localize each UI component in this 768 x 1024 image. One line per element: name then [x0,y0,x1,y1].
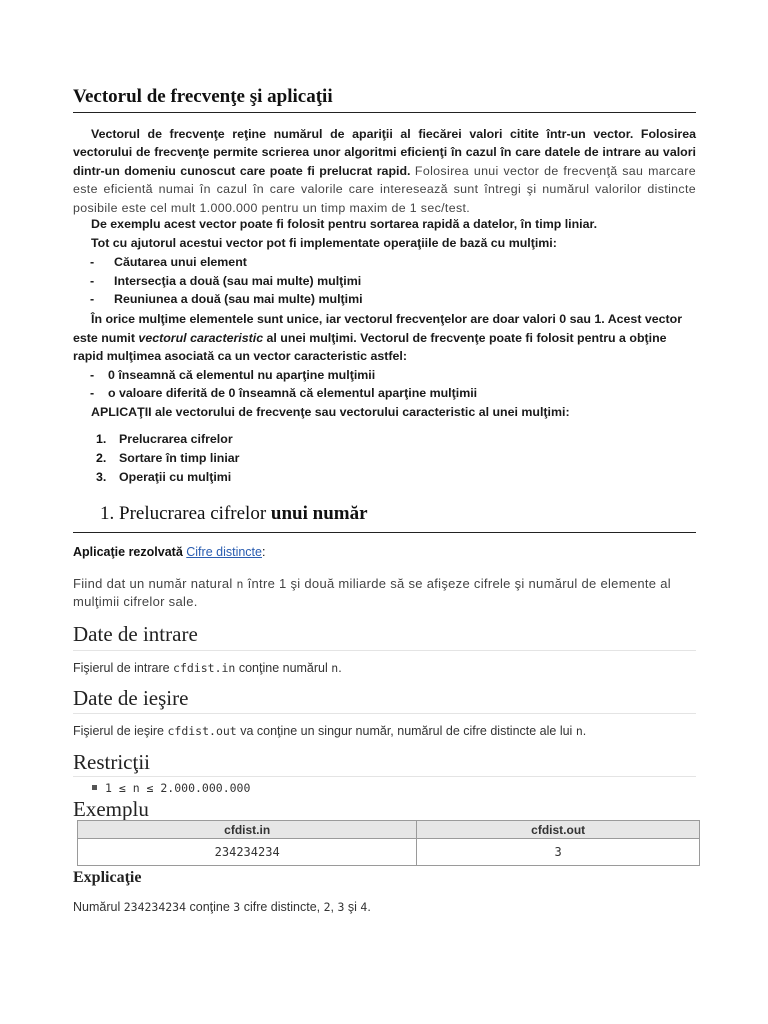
output-filename: cfdist.out [167,724,237,738]
section-number: 1. [100,503,115,524]
list-item: Reuniunea a două (sau mai multe) mulţimi [114,292,363,306]
list-number: 2. [96,451,107,465]
problem-link[interactable]: Cifre distincte [186,545,262,559]
characteristic-line-3: rapid mulţimea asociată ca un vector caracteristic astfel: [73,349,408,363]
colon: : [261,545,266,559]
variable-n: n [331,661,339,675]
characteristic-line-1: În orice mulţime elementele sunt unice, iar vectorul frecvenţelor are doar valori 0 sau 1. Acest vector [91,312,683,326]
column-header: cfdist.in [78,821,417,839]
section-heading [100,503,368,525]
input-filename: cfdist.in [173,661,236,675]
table-cell: 234234234 [78,839,417,866]
input-heading: Date de intrare [73,622,198,646]
list-dash: - [90,274,95,288]
output-text: va conţine un singur număr, numărul de cifre distincte ale lui [236,724,576,738]
solved-label: Aplicaţie rezolvată [73,545,183,559]
list-item: Intersecţia a două (sau mai multe) mulţimi [114,274,362,288]
explanation-part: , [330,900,338,914]
explanation-count: 3 [233,900,241,914]
variable-n: n [575,724,583,738]
intro-paragraph [73,125,696,217]
characteristic-text: al unei mulţimi. Vectorul de frecvenţe poate fi folosit pentru a obţine [263,331,667,345]
application-item: Operaţii cu mulţimi [119,470,232,484]
section-underline [73,532,696,533]
application-item: Prelucrarea cifrelor [119,432,233,446]
explanation-part: cifre distincte, [240,900,324,914]
list-dash: - [90,255,95,269]
digit: 3 [337,900,345,914]
applications-heading: APLICAŢII ale vectorului de frecvenţe sau vectorului caracteristic al unei mulţimi: [91,405,570,419]
restrictions-heading: Restricţii [73,750,150,774]
application-item: Sortare în timp liniar [119,451,240,465]
heading-divider [73,650,696,651]
list-dash: - [90,368,95,382]
list-item: 0 înseamnă că elementul nu aparţine mulţimii [108,368,376,382]
explanation-text [73,900,371,914]
explanation-part: conţine [186,900,234,914]
characteristic-text: este numit [73,331,139,345]
list-number: 3. [96,470,107,484]
output-heading: Date de ieşire [73,686,189,710]
explanation-number: 234234234 [123,900,187,914]
input-text: Fişierul de intrare [73,661,174,675]
problem-description [73,575,693,611]
input-text: conţine numărul [235,661,332,675]
input-description [73,661,342,675]
desc-text: Fiind dat un număr natural [73,576,237,591]
digit: 4 [360,900,368,914]
characteristic-term: vectorul caracteristic [138,331,264,345]
section-title-bold: unui număr [270,503,368,524]
output-text: . [582,724,587,738]
table-header-row [78,821,700,839]
example-table [77,820,700,866]
column-header: cfdist.out [417,821,700,839]
output-description [73,724,586,738]
list-item: o valoare diferită de 0 înseamnă că elementul aparţine mulţimii [108,386,478,400]
bullet [92,785,97,790]
heading-divider [73,713,696,714]
variable-n: n [236,577,244,591]
page-title: Vectorul de frecvenţe şi aplicaţii [73,86,333,107]
list-item: Căutarea unui element [114,255,247,269]
table-row [78,839,700,866]
intro-light-text: Folosirea unui vector de frecvenţă sau marcare este eficientă numai în cazul în care valorile care interesează sunt întregi şi numărul valorilor distincte posibile este cel mult 1.000.000 pentru un timp maxim de 1 sec/test. [73,163,696,215]
explanation-heading: Explicaţie [73,869,142,886]
set-operations-intro: Tot cu ajutorul acestui vector pot fi implementate operaţiile de bază cu mulţimi: [91,236,557,250]
section-title: Prelucrarea cifrelor [119,503,267,524]
input-text: . [338,661,342,675]
list-number: 1. [96,432,107,446]
solved-application [73,545,265,559]
characteristic-line-2 [73,331,667,345]
table-cell: 3 [417,839,700,866]
list-dash: - [90,386,95,400]
explanation-part: Numărul [73,900,124,914]
example-heading: Exemplu [73,797,149,821]
digit: 2 [323,900,331,914]
title-underline [73,112,696,113]
desc-text: între 1 şi două miliarde să se afişeze cifrele şi numărul de elemente al mulţimii cifrelor sale. [73,576,671,609]
output-text: Fişierul de ieşire [73,724,168,738]
intro-bold-text: Vectorul de frecvenţe reţine numărul de apariţii al fiecărei valori citite într-un vector. Folosirea vectorului de frecvenţe permite scrierea unor algoritmi eficienţi în cazul în care datele de intrare au valori dintr-un domeniu cunoscut care poate fi prelucrat rapid. [73,127,696,178]
explanation-part: . [367,900,371,914]
restriction-item: 1 ≤ n ≤ 2.000.000.000 [105,781,251,795]
sorting-example: De exemplu acest vector poate fi folosit pentru sortarea rapidă a datelor, în timp liniar. [91,217,598,231]
heading-divider [73,776,696,777]
explanation-part: şi [344,900,361,914]
list-dash: - [90,292,95,306]
